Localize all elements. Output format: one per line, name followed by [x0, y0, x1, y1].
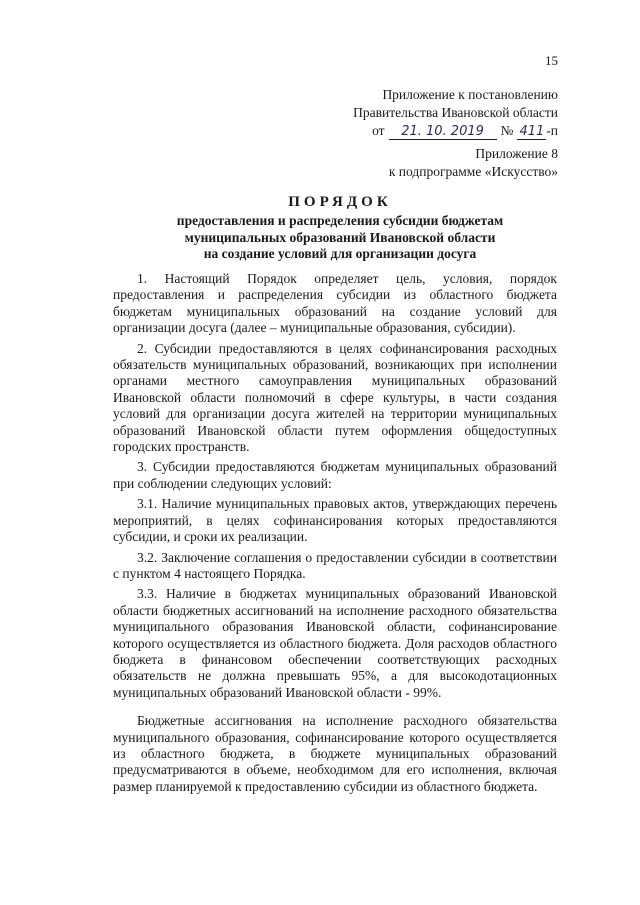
number-suffix: -п — [546, 123, 558, 138]
paragraph-1: 1. Настоящий Порядок определяет цель, условия, порядок предоставления и распределения субсидии из областного бюджета бюджетам муниципальных образований на создание условий для организации досуга (далее – муниципальные образования, субсидии). — [113, 271, 557, 336]
paragraph-3-3: 3.3. Наличие в бюджетах муниципальных образований Ивановской области бюджетных ассигнований на исполнение расходного обязательства муниципального образования Ивановской области, софинансирование которого осуществляется из областного бюджета. Доля расходов областного бюджета в финансовом обеспечении соответствующих расходных обязательств не должна превышать 95%, а для высокодотационных муниципальных образований Ивановской области - 99%. — [113, 586, 557, 700]
date-prefix: от — [372, 123, 385, 138]
appendix-header — [353, 86, 558, 140]
appendix8-line2: к подпрограмме «Искусство» — [388, 164, 558, 179]
handwritten-number: 411 — [519, 124, 545, 139]
paragraph-3-2: 3.2. Заключение соглашения о предоставлении субсидии в соответствии с пунктом 4 настоящего Порядка. — [113, 549, 557, 581]
appendix-header-line1: Приложение к постановлению — [382, 87, 558, 102]
handwritten-date: 21. 10. 2019 — [389, 124, 497, 140]
document-subtitle — [20, 213, 640, 263]
document-body — [113, 271, 557, 799]
subtitle-line2: муниципальных образований Ивановской области — [184, 229, 496, 245]
number-sign: № — [500, 123, 514, 138]
appendix8-line1: Приложение 8 — [475, 146, 558, 161]
appendix-date-line — [353, 122, 558, 140]
subtitle-line1: предоставления и распределения субсидии бюджетам — [176, 213, 504, 228]
paragraph-3-1: 3.1. Наличие муниципальных правовых актов, утверждающих перечень мероприятий, в целях софинансирования которых предоставляются субсидии, и сроки их реализации. — [113, 496, 557, 545]
paragraph-2: 2. Субсидии предоставляются в целях софинансирования расходных обязательств муниципальных образований, возникающих при исполнении органами местного самоуправления муниципальных образований Ивановской области полномочий в сфере культуры, в части создания условий для организации досуга жителей на территории муниципальных образований Ивановской области путем оформления общедоступных городских пространств. — [113, 340, 557, 455]
subtitle-line3: на создание условий для организации досуга — [203, 246, 477, 261]
page-number: 15 — [545, 53, 558, 68]
appendix8-block — [389, 145, 558, 181]
paragraph-3: 3. Субсидии предоставляются бюджетам муниципальных образований при соблюдении следующих условий: — [113, 459, 557, 491]
appendix-header-line2: Правительства Ивановской области — [353, 105, 558, 120]
document-title: ПОРЯДОК — [288, 194, 392, 210]
paragraph-budget: Бюджетные ассигнования на исполнение расходного обязательства муниципального образования, софинансирование которого осуществляется из областного бюджета, в бюджете муниципальных образований предусматриваются в объеме, необходимом для его исполнения, включая размер планируемой к предоставлению субсидии из областного бюджета. — [113, 713, 557, 794]
